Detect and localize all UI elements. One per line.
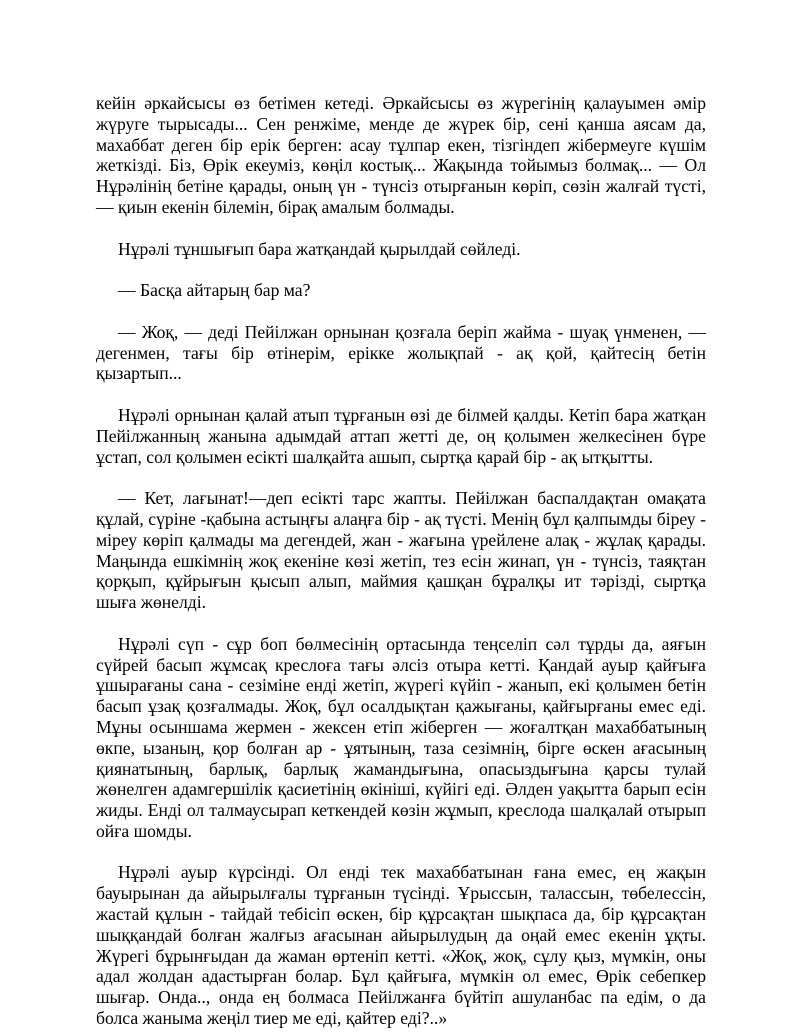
paragraph-8: Нұрәлі ауыр күрсінді. Ол енді тек махаббатынан ғана емес, ең жақын бауырынан да айырылғалы тұрғанын түсінді. Ұрыссын, таласcын, төбелессін, жастай құлын - тайдай тебісіп өскен, бір құрсақтан шықпаса да, бір құрсақтан шыққандай болған жалғыз ағасынан айырылудың да оңай емес екенін ұқты. Жүрегі бұрынғыдан да жаман өртеніп кетті. «Жоқ, жоқ, сұлу қыз, мүмкін, оны адал жолдан адастырған болар. Бұл қайғыға, мүмкін ол емес, Өрік себепкер шығар. Онда.., онда ең болмаса Пейілжанға бүйтіп ашуланбас па едім, о да болса жаныма жеңіл тиер ме еді, қайтер еді?..» [96,862,706,1029]
paragraph-5: Нұрәлі орнынан қалай атып тұрғанын өзі де білмей қалды. Кетіп бара жатқан Пейілжанның жанына адымдай аттап жетті де, оң қолымен желкесінен бүре ұстап, сол қолымен есікті шалқайта ашып, сыртқа қарай бір - ақ ытқытты. [96,404,706,467]
paragraph-4: — Жоқ, — деді Пейілжан орнынан қозғала беріп жайма - шуақ үнменен, — дегенмен, тағы бір өтінерім, ерікке жолықпай - ақ қой, қайтесің бетін қызартып... [96,321,706,384]
paragraph-6: — Кет, лағынат!—деп есікті тарс жапты. Пейілжан баспалдақтан омақата құлай, сүріне -қабына астыңғы алаңға бір - ақ түсті. Менің бұл қалпымды біреу - міреу көріп қалмады ма дегендей, жан - жағына үрейлене алақ - жұлақ қарады. Маңында ешкімнің жоқ екеніне көзі жетіп, тез есін жинап, үн - түнсіз, таяқтан қорқып, құйрығын қысып алып, маймия қашқан бұралқы ит тәрізді, сыртқа шыға жөнелді. [96,488,706,613]
paragraph-3: — Басқа айтарың бар ма? [118,280,311,301]
paragraph-2: Нұрәлі тұншығып бара жатқандай қырылдай сөйледі. [118,238,521,259]
paragraph-1: кейін әркайсысы өз бетімен кетеді. Әркайсысы өз жүрегінің қалауымен әмір жүруге тырысады... Сен ренжіме, менде де жүрек бір, сені қанша аясам да, махаббат деген бір ерік берген: асау тұлпар екен, тізгіндеп жібермеуге күшім жеткізді. Біз, Өрік екеуміз, көңіл костық... Жақында тойымыз болмақ... — Ол Нұрәлінің бетіне қарады, оның үн - түнсіз отырғанын көріп, сөзін жалғай түсті, — қиын екенін білемін, бірақ амалым болмады. [96,93,706,217]
document-body [96,93,706,1029]
paragraph-7: Нұрәлі сүп - сұр боп бөлмесінің ортасында теңселіп сәл тұрды да, аяғын сүйрей басып жұмсақ креслоға тағы әлсіз отыра кетті. Қандай ауыр қайғыға ұшырағаны сана - сезіміне енді жетіп, жүрегі күйіп - жанып, екі қолымен бетін басып ұзақ қозғалмады. Жоқ, бұл осалдықтан қажығаны, қайғырғаны емес еді. Мұны осыншама жермен - жексен етіп жіберген — жоғалтқан махаббатының өкпе, ызаның, қор болған ар - ұятының, таза сезімнің, бірге өскен ағасының қиянатының, барлық, барлық жамандығына, опасыздығына қарсы тулай жөнелген адамгершілік қасиетінің өкініші, күйігі еді. Әлден уақытта барып есін жиды. Енді ол талмаусырап кеткендей көзін жұмып, креслода шалқалай отырып ойға шомды. [96,633,706,841]
